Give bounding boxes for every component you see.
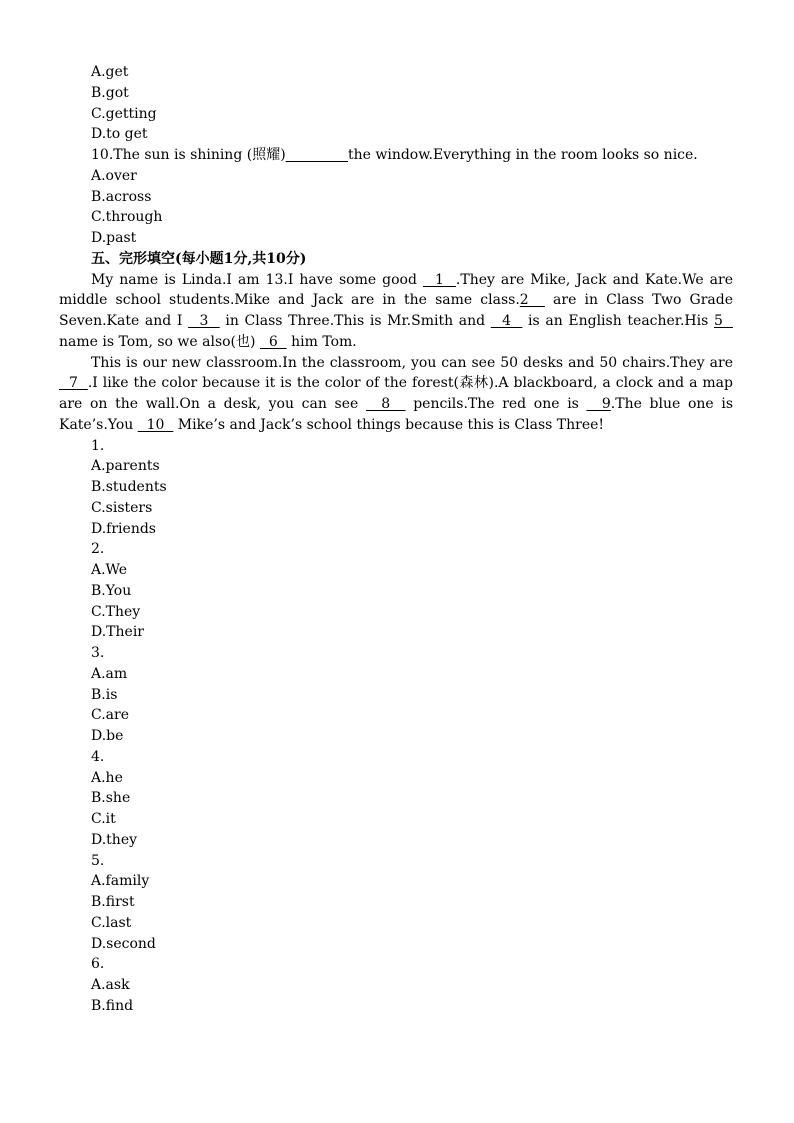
option-item: B.find xyxy=(91,997,134,1014)
option-item: A.ask xyxy=(91,977,130,993)
option-item: D.they xyxy=(91,831,138,848)
passage-paragraph-1: My name is Linda.I am 13.I have some good 1 .They are Mike, Jack and Kate.We are middle school students.Mike and Jack are in the same class.2 are in Class Two Grade Seven.Kate and I 3 in Class Three.This is Mr.Smith and 4 is an English teacher.His 5 name is Tom, so we also(也) 6 him Tom. xyxy=(59,271,733,350)
option-item: C.getting xyxy=(91,105,157,122)
option-item: B.is xyxy=(91,686,118,703)
question-number: 1. xyxy=(91,437,105,454)
blank-3: 3 xyxy=(188,313,220,329)
option-item: A.parents xyxy=(91,458,160,475)
document-content xyxy=(59,62,733,1017)
blank-9: 9 xyxy=(586,396,611,412)
blank-7: 7 xyxy=(59,375,88,392)
question-number: 2. xyxy=(91,541,105,558)
option-item: C.are xyxy=(91,707,129,724)
passage-paragraph-2: This is our new classroom.In the classroom, you can see 50 desks and 50 chairs.They are 7 .I like the color because it is the color of the forest(森林).A blackboard, a clock and a map are on the wall.On a desk, you can see 8 pencils.The red one is 9.The blue one is Kate’s.You 10 Mike’s and Jack’s school things because this is Class Three! xyxy=(59,354,734,433)
question-number: 5. xyxy=(91,852,105,869)
option-item: A.over xyxy=(91,167,137,184)
option-item: C.through xyxy=(91,209,163,226)
question-number: 3. xyxy=(91,645,105,661)
option-item: A.he xyxy=(91,769,123,786)
cloze-questions xyxy=(59,436,733,1017)
option-item: B.she xyxy=(91,790,131,807)
option-item: D.second xyxy=(91,935,156,952)
blank-4: 4 xyxy=(490,313,523,329)
blank-5: 5 xyxy=(713,313,733,329)
option-item: B.students xyxy=(91,479,167,495)
option-item: D.be xyxy=(91,728,124,744)
question-10-stem: 10.The sun is shining (照耀) the window.Everything in the room looks so nice. xyxy=(91,147,698,163)
blank-1: 1 xyxy=(422,271,456,288)
question-10-options xyxy=(59,166,733,249)
option-item: C.last xyxy=(91,914,132,931)
option-item: A.get xyxy=(91,64,129,80)
option-item: B.first xyxy=(91,894,135,910)
blank-8: 8 xyxy=(365,396,406,412)
option-item: A.am xyxy=(91,665,128,682)
option-item: D.to get xyxy=(91,126,148,143)
question-number: 6. xyxy=(91,956,105,973)
option-item: B.across xyxy=(91,188,152,205)
option-item: A.family xyxy=(91,873,150,890)
section-heading: 五、完形填空(每小题1分,共10分) xyxy=(91,250,307,267)
question-10 xyxy=(59,145,733,249)
blank-2: 2 xyxy=(519,292,545,309)
question-9-options xyxy=(59,62,733,145)
option-item: A.We xyxy=(91,562,128,578)
option-item: C.They xyxy=(91,603,141,620)
option-item: B.got xyxy=(91,84,129,101)
blank-10: 10 xyxy=(137,416,174,433)
option-item: D.Their xyxy=(91,624,144,641)
blank-6: 6 xyxy=(259,333,287,350)
option-item: B.You xyxy=(91,582,132,599)
option-item: D.friends xyxy=(91,520,156,537)
option-item: D.past xyxy=(91,230,137,246)
question-number: 4. xyxy=(91,748,105,765)
answer-blank xyxy=(286,147,348,163)
option-item: C.sisters xyxy=(91,499,153,516)
option-item: C.it xyxy=(91,811,116,827)
